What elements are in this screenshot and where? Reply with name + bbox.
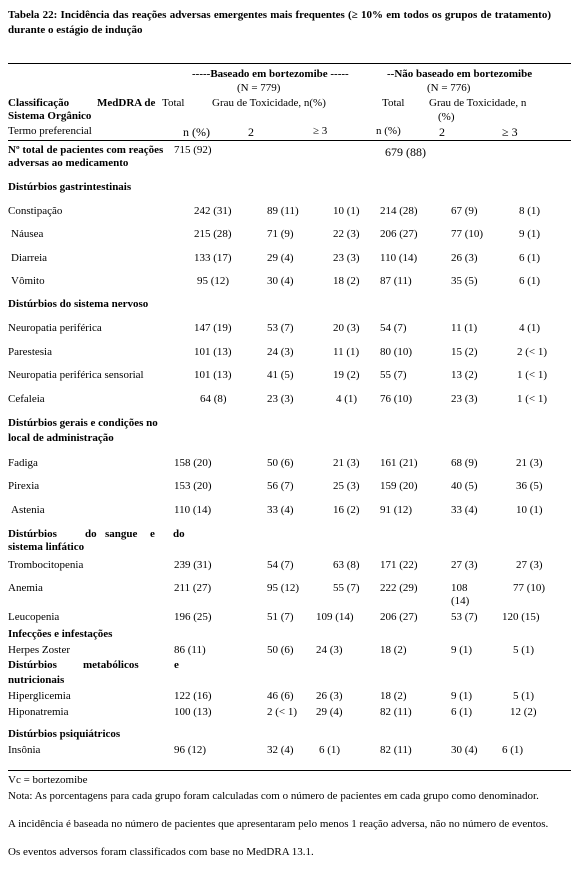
row-term: Neuropatia periférica (8, 322, 102, 334)
cell-grade2-1: 24 (3) (267, 346, 294, 358)
ge3-2-header: ≥ 3 (502, 125, 518, 139)
footnote-vc: Vc = bortezomibe (8, 774, 88, 786)
cell-total-2: 214 (28) (380, 205, 418, 217)
section-psych: Distúrbios psiquiátricos (8, 728, 121, 740)
cell-total-1: 101 (13) (194, 346, 232, 358)
section-nervous: Distúrbios do sistema nervoso (8, 298, 149, 310)
section-infections: Infecções e infestações (8, 628, 113, 640)
cell-grade3-2: 12 (2) (510, 706, 537, 718)
cell-total-1: 101 (13) (194, 369, 232, 381)
row-term: Parestesia (8, 346, 52, 358)
row-term: Fadiga (8, 457, 38, 469)
section-blood-word-2: do (85, 528, 97, 540)
cell-total-1: 96 (12) (174, 744, 207, 756)
cell-grade2-1: 2 (< 1) (267, 706, 298, 718)
cell-grade2-2: 9 (1) (451, 644, 473, 656)
row-term: Insônia (8, 744, 41, 756)
cell-total-1: 242 (31) (194, 205, 232, 217)
row-term: Hiponatremia (8, 706, 69, 718)
cell-grade2-1: 71 (9) (267, 228, 294, 240)
cell-total-1: 110 (14) (174, 504, 212, 516)
total-row-value-1: 715 (92) (174, 144, 212, 156)
cell-grade2-1: 50 (6) (267, 644, 294, 656)
section-gi: Distúrbios gastrintestinais (8, 181, 132, 193)
cell-total-2: 55 (7) (380, 369, 407, 381)
cell-grade3-2: 8 (1) (519, 205, 541, 217)
cell-total-1: 95 (12) (197, 275, 230, 287)
cell-grade3-2: 21 (3) (516, 457, 543, 469)
row-term: Náusea (11, 228, 44, 240)
two2-header: 2 (439, 125, 445, 139)
cell-grade3-1: 19 (2) (333, 369, 360, 381)
cell-grade3-1: 29 (4) (316, 706, 343, 718)
grade1-header: Grau de Toxicidade, n(%) (212, 97, 326, 109)
cell-grade2-1: 33 (4) (267, 504, 294, 516)
section-metab-2: nutricionais (8, 674, 65, 686)
total-row-label: Nº total de pacientes com reações (8, 144, 164, 156)
cell-total-2: 159 (20) (380, 480, 418, 492)
system-header: Sistema Orgânico (8, 110, 92, 122)
cell-total-2: 82 (11) (380, 744, 412, 756)
cell-total-1: 211 (27) (174, 582, 212, 594)
cell-total-2: 110 (14) (380, 252, 418, 264)
cell-grade3-1: 20 (3) (333, 322, 360, 334)
cell-grade3-2: 6 (1) (519, 252, 541, 264)
cell-grade3-2: 36 (5) (516, 480, 543, 492)
cell-grade2-1: 95 (12) (267, 582, 300, 594)
footnote-note3: Os eventos adversos foram classificados com base no MedDRA 13.1. (8, 846, 314, 858)
cell-total-2: 222 (29) (380, 582, 418, 594)
two1-header: 2 (248, 125, 254, 139)
cell-grade2-2: 27 (3) (451, 559, 478, 571)
cell-total-2: 87 (11) (380, 275, 412, 287)
grade2-pct-header: (%) (438, 111, 455, 123)
cell-grade3-1: 11 (1) (333, 346, 360, 358)
cell-grade2-2: 68 (9) (451, 457, 478, 469)
cell-total-1: 158 (20) (174, 457, 212, 469)
cell-grade2-2: 40 (5) (451, 480, 478, 492)
cell-grade2-1: 50 (6) (267, 457, 294, 469)
section-general-2: local de administração (8, 432, 114, 444)
cell-total-2: 54 (7) (380, 322, 407, 334)
cell-grade3-1: 26 (3) (316, 690, 343, 702)
cell-total-1: 239 (31) (174, 559, 212, 571)
cell-total-2: 206 (27) (380, 228, 418, 240)
group1-n: (N = 779) (237, 82, 281, 94)
section-blood-2: sistema linfático (8, 541, 85, 553)
total-row-label-2: adversas ao medicamento (8, 157, 129, 169)
row-term: Pirexia (8, 480, 40, 492)
cell-grade3-1: 63 (8) (333, 559, 360, 571)
group1-header: -----Baseado em bortezomibe ----- (192, 68, 349, 80)
cell-grade3-1: 18 (2) (333, 275, 360, 287)
group2-header: --Não baseado em bortezomibe (387, 68, 533, 80)
group2-n: (N = 776) (427, 82, 471, 94)
cell-grade2-2: 11 (1) (451, 322, 478, 334)
cell-grade2-1: 46 (6) (267, 690, 294, 702)
section-metab-word-2: metabólicos (83, 659, 139, 671)
cell-total-2: 206 (27) (380, 611, 418, 623)
footnote-note1: Nota: As porcentagens para cada grupo foram calculadas com o número de pacientes em cada grupo como denominador. (8, 790, 539, 802)
table-title: Tabela 22: Incidência das reações adversas emergentes mais frequentes (≥ 10% em todos os grupos de tratamento) durante o estágio de indução (8, 9, 551, 36)
cell-total-2: 161 (21) (380, 457, 418, 469)
row-term: Neuropatia periférica sensorial (8, 369, 144, 381)
cell-total-2: 76 (10) (380, 393, 413, 405)
footnote-note2: A incidência é baseada no número de pacientes que apresentaram pelo menos 1 reação adversa, não no número de eventos. (8, 818, 549, 830)
cell-grade3-1: 24 (3) (316, 644, 343, 656)
cell-grade2-2: 6 (1) (451, 706, 473, 718)
cell-grade2-2: 13 (2) (451, 369, 478, 381)
cell-grade2-1: 51 (7) (267, 611, 294, 623)
section-metab-word-3: e (174, 659, 179, 671)
cell-grade2-2: 35 (5) (451, 275, 478, 287)
cell-grade3-2: 1 (< 1) (517, 369, 548, 381)
cell-grade2-2: 15 (2) (451, 346, 478, 358)
cell-grade3-1: 10 (1) (333, 205, 360, 217)
cell-total-1: 122 (16) (174, 690, 212, 702)
cell-grade3-2: 1 (< 1) (517, 393, 548, 405)
cell-grade2-2: 77 (10) (451, 228, 484, 240)
section-blood-word-5: do (173, 528, 185, 540)
row-term: Diarreia (11, 252, 48, 264)
cell-grade2-2: 23 (3) (451, 393, 478, 405)
cell-grade3-2: 9 (1) (519, 228, 541, 240)
cell-grade3-2: 2 (< 1) (517, 346, 548, 358)
cell-grade3-1: 23 (3) (333, 252, 360, 264)
cell-grade2-2: 67 (9) (451, 205, 478, 217)
cell-grade3-2: 6 (1) (502, 744, 524, 756)
cell-grade3-1: 55 (7) (333, 582, 360, 594)
cell-grade3-2: 120 (15) (502, 611, 540, 623)
cell-grade2-2: 9 (1) (451, 690, 473, 702)
cell-total-1: 86 (11) (174, 644, 206, 656)
cell-grade2-2: 33 (4) (451, 504, 478, 516)
row-term: Vômito (11, 275, 45, 287)
cell-grade2-2-cont: (14) (451, 595, 470, 607)
cell-total-2: 18 (2) (380, 644, 407, 656)
cell-grade3-2: 4 (1) (519, 322, 541, 334)
cell-total-2: 80 (10) (380, 346, 413, 358)
cell-grade2-1: 56 (7) (267, 480, 294, 492)
row-term: Constipação (8, 205, 63, 217)
section-metab-word-1: Distúrbios (8, 659, 57, 671)
cell-total-1: 147 (19) (194, 322, 232, 334)
total1-header: Total (162, 97, 185, 109)
total-row-value-2: 679 (88) (385, 145, 426, 159)
cell-grade2-1: 29 (4) (267, 252, 294, 264)
cell-total-2: 171 (22) (380, 559, 418, 571)
header-rule (8, 140, 571, 141)
cell-grade2-1: 30 (4) (267, 275, 294, 287)
cell-total-2: 91 (12) (380, 504, 413, 516)
grade2-header: Grau de Toxicidade, n (429, 97, 527, 109)
cell-grade3-2: 5 (1) (513, 690, 535, 702)
cell-total-1: 133 (17) (194, 252, 232, 264)
row-term: Cefaleia (8, 393, 45, 405)
cell-grade3-2: 10 (1) (516, 504, 543, 516)
cell-grade2-2: 53 (7) (451, 611, 478, 623)
row-term: Leucopenia (8, 611, 60, 623)
cell-grade3-2: 6 (1) (519, 275, 541, 287)
cell-total-1: 215 (28) (194, 228, 232, 240)
cell-total-1: 196 (25) (174, 611, 212, 623)
cell-grade2-1: 41 (5) (267, 369, 294, 381)
cell-grade2-1: 89 (11) (267, 205, 299, 217)
cell-grade3-2: 77 (10) (513, 582, 546, 594)
cell-grade3-1: 6 (1) (319, 744, 341, 756)
npct1-header: n (%) (183, 125, 210, 139)
cell-grade3-1: 21 (3) (333, 457, 360, 469)
cell-grade2-2: 30 (4) (451, 744, 478, 756)
cell-total-2: 82 (11) (380, 706, 412, 718)
bottom-rule (8, 770, 571, 771)
cell-grade3-1: 25 (3) (333, 480, 360, 492)
cell-grade2-1: 54 (7) (267, 559, 294, 571)
row-term: Hiperglicemia (8, 690, 71, 702)
cell-grade3-2: 5 (1) (513, 644, 535, 656)
cell-total-1: 64 (8) (200, 393, 227, 405)
cell-grade2-1: 53 (7) (267, 322, 294, 334)
cell-grade2-1: 32 (4) (267, 744, 294, 756)
total2-header: Total (382, 97, 405, 109)
row-term: Trombocitopenia (8, 559, 84, 571)
term-header: Termo preferencial (8, 125, 92, 137)
cell-grade3-2: 27 (3) (516, 559, 543, 571)
section-general: Distúrbios gerais e condições no (8, 417, 158, 429)
cell-grade3-1: 22 (3) (333, 228, 360, 240)
cell-total-2: 18 (2) (380, 690, 407, 702)
npct2-header: n (%) (376, 125, 401, 137)
cell-grade2-2: 26 (3) (451, 252, 478, 264)
meddra-header: MedDRA de (97, 97, 156, 109)
section-blood-word-1: Distúrbios (8, 528, 57, 540)
cell-total-1: 153 (20) (174, 480, 212, 492)
cell-grade3-1: 4 (1) (336, 393, 358, 405)
section-blood-word-3: sangue (105, 528, 138, 540)
cell-grade3-1: 109 (14) (316, 611, 354, 623)
classification-header: Classificação (8, 97, 70, 109)
cell-grade2-1: 23 (3) (267, 393, 294, 405)
cell-grade2-2: 108 (451, 582, 468, 594)
ge3-1-header: ≥ 3 (313, 125, 328, 137)
top-rule (8, 63, 571, 64)
section-blood-word-4: e (150, 528, 155, 540)
cell-grade3-1: 16 (2) (333, 504, 360, 516)
row-term: Astenia (11, 504, 45, 516)
row-term: Anemia (8, 582, 43, 594)
cell-total-1: 100 (13) (174, 706, 212, 718)
row-term: Herpes Zoster (8, 644, 71, 656)
